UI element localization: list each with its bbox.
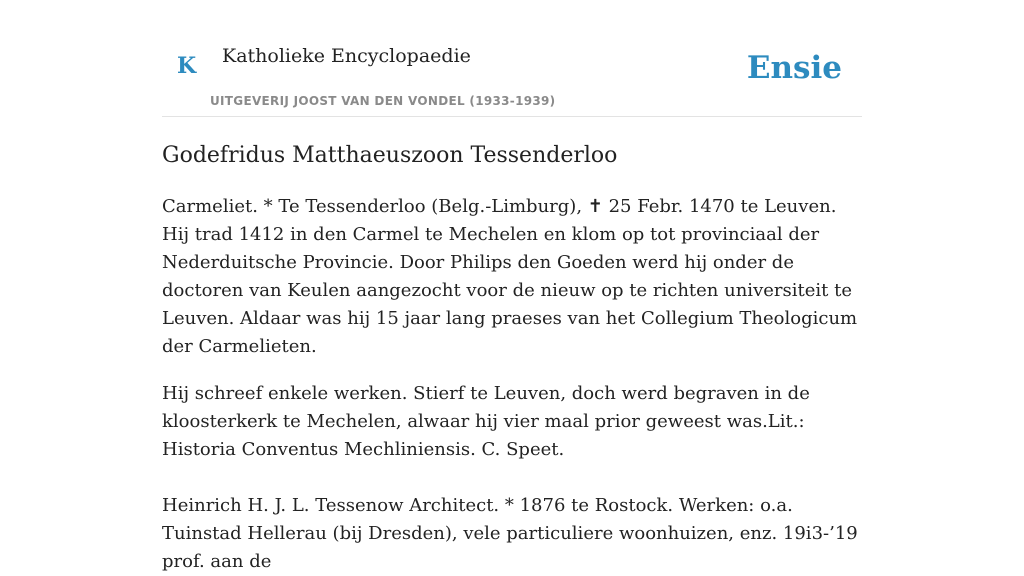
- encyclopedia-logo[interactable]: K: [177, 53, 197, 79]
- publisher-label: UITGEVERIJ JOOST VAN DEN VONDEL (1933-1939): [210, 94, 556, 108]
- site-header: [162, 0, 862, 117]
- article-paragraph: Heinrich H. J. L. Tessenow Architect. * 1876 te Rostock. Werken: o.a. Tuinstad Hellerau (bij Dresden), vele particuliere woonhuizen, enz. 19i3-’19 prof. aan de: [162, 495, 858, 572]
- article-title: Godefridus Matthaeuszoon Tessenderloo: [162, 143, 618, 168]
- article: [162, 141, 862, 576]
- book-title-link[interactable]: Katholieke Encyclopaedie: [222, 45, 471, 67]
- article-paragraph: Hij schreef enkele werken. Stierf te Leuven, doch werd begraven in de kloosterkerk te Mechelen, alwaar hij vier maal prior geweest was.Lit.: Historia Conventus Mechliniensis. C. Speet.: [162, 383, 810, 460]
- article-paragraph: Carmeliet. * Te Tessenderloo (Belg.-Limburg), ✝ 25 Febr. 1470 te Leuven. Hij trad 1412 in den Carmel te Mechelen en klom op tot provinciaal der Nederduitsche Provincie. Door Philips den Goeden werd hij onder de doctoren van Keulen aangezocht voor de nieuw op te richten universiteit te Leuven. Aldaar was hij 15 jaar lang praeses van het Collegium Theologicum der Carmelieten.: [162, 196, 858, 357]
- ensie-logo-link[interactable]: Ensie: [746, 50, 842, 86]
- page: [162, 0, 862, 576]
